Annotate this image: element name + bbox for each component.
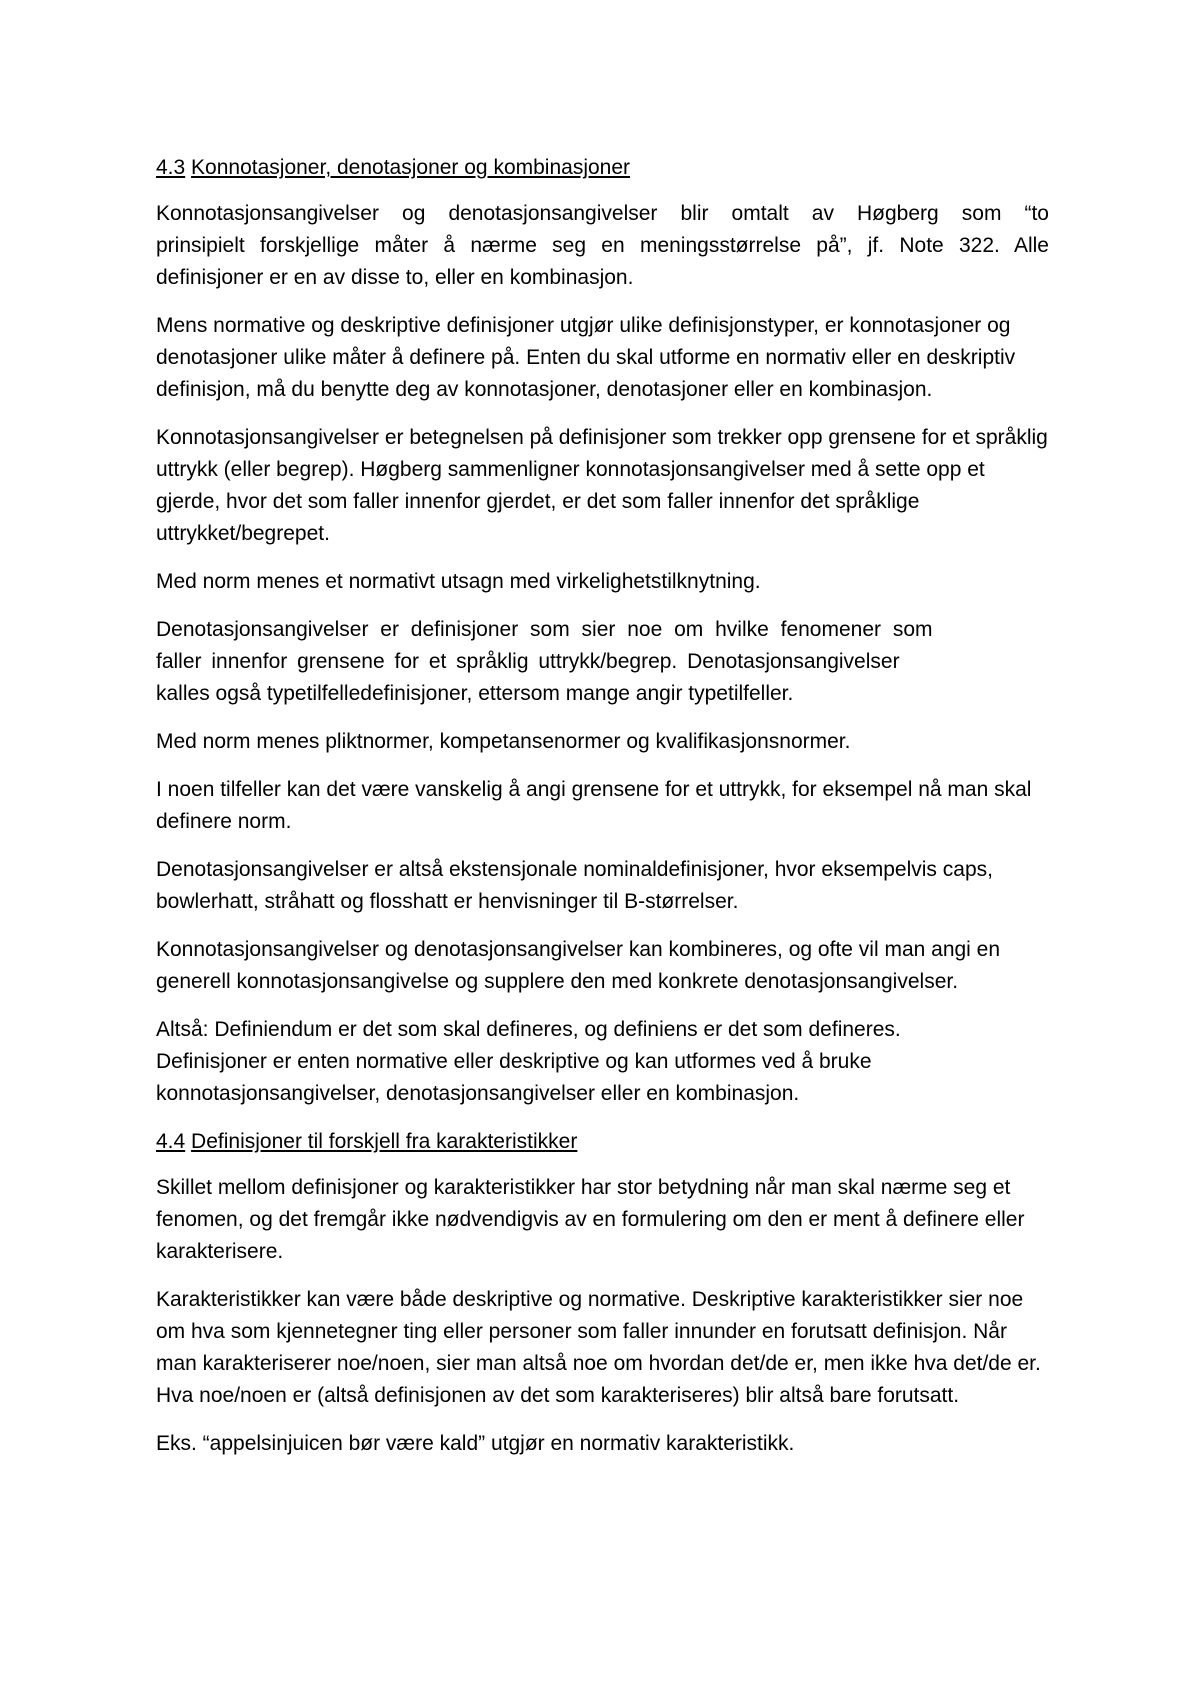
paragraph-line: Denotasjonsangivelser er definisjoner som sier noe om hvilke fenomener som <box>156 618 933 641</box>
paragraph-line: Definisjoner er enten normative eller deskriptive og kan utformes ved å bruke <box>156 1050 872 1073</box>
paragraph-line: definisjoner er en av disse to, eller en kombinasjon. <box>156 266 634 289</box>
document-body <box>156 152 1049 1476</box>
paragraph-12: Karakteristikker kan være både deskriptive og normative. Deskriptive karakteristikker sier noe om hva som kjennetegner ting eller personer som faller innunder en forutsatt definisjon. Når man karakteriserer noe/noen, sier man altså noe om hvordan det/de er, men ikke hva det/de er. Hva noe/noen er (altså definisjonen av det som karakteriseres) blir altså bare forutsatt. <box>156 1288 1041 1407</box>
paragraph-4: Med norm menes et normativt utsagn med virkelighetstilknytning. <box>156 570 761 593</box>
paragraph-3: Konnotasjonsangivelser er betegnelsen på definisjoner som trekker opp grensene for et språklig uttrykk (eller begrep). Høgberg sammenligner konnotasjonsangivelser med å sette opp et gjerde, hvor det som faller innenfor gjerdet, er det som faller innenfor det språklige uttrykket/begrepet. <box>156 426 1048 545</box>
paragraph-8: Denotasjonsangivelser er altså ekstensjonale nominaldefinisjoner, hvor eksempelvis caps, bowlerhatt, stråhatt og flosshatt er henvisninger til B-størrelser. <box>156 858 993 913</box>
paragraph-9: Konnotasjonsangivelser og denotasjonsangivelser kan kombineres, og ofte vil man angi en generell konnotasjonsangivelse og supplere den med konkrete denotasjonsangivelser. <box>156 938 1001 993</box>
paragraph-line: Konnotasjonsangivelser og denotasjonsangivelser blir omtalt av Høgberg som “to <box>156 202 1049 225</box>
paragraph-5 <box>156 614 1049 710</box>
section-title: Definisjoner til forskjell fra karakteristikker <box>191 1130 578 1153</box>
paragraph-1 <box>156 198 1049 294</box>
section-heading-4-4 <box>156 1126 1049 1158</box>
section-number: 4.4 <box>156 1130 186 1153</box>
paragraph-2: Mens normative og deskriptive definisjoner utgjør ulike definisjonstyper, er konnotasjoner og denotasjoner ulike måter å definere på. Enten du skal utforme en normativ eller en deskriptiv definisjon, må du benytte deg av konnotasjoner, denotasjoner eller en kombinasjon. <box>156 314 1016 401</box>
paragraph-10 <box>156 1014 1049 1110</box>
paragraph-line: konnotasjonsangivelser, denotasjonsangivelser eller en kombinasjon. <box>156 1082 800 1105</box>
section-number: 4.3 <box>156 156 186 179</box>
section-heading-4-3 <box>156 152 1049 184</box>
paragraph-11: Skillet mellom definisjoner og karakteristikker har stor betydning når man skal nærme seg et fenomen, og det fremgår ikke nødvendigvis av en formulering om den er ment å definere eller karakterisere. <box>156 1176 1025 1263</box>
paragraph-7: I noen tilfeller kan det være vanskelig å angi grensene for et uttrykk, for eksempel nå man skal definere norm. <box>156 778 1032 833</box>
paragraph-line: Altså: Definiendum er det som skal defineres, og definiens er det som defineres. <box>156 1018 901 1041</box>
paragraph-line: kalles også typetilfelledefinisjoner, ettersom mange angir typetilfeller. <box>156 682 794 705</box>
paragraph-6: Med norm menes pliktnormer, kompetansenormer og kvalifikasjonsnormer. <box>156 730 851 753</box>
section-title: Konnotasjoner, denotasjoner og kombinasjoner <box>191 156 631 179</box>
paragraph-line: faller innenfor grensene for et språklig uttrykk/begrep. Denotasjonsangivelser <box>156 650 900 673</box>
paragraph-13: Eks. “appelsinjuicen bør være kald” utgjør en normativ karakteristikk. <box>156 1432 795 1455</box>
paragraph-line: prinsipielt forskjellige måter å nærme seg en meningsstørrelse på”, jf. Note 322. Alle <box>156 234 1049 257</box>
